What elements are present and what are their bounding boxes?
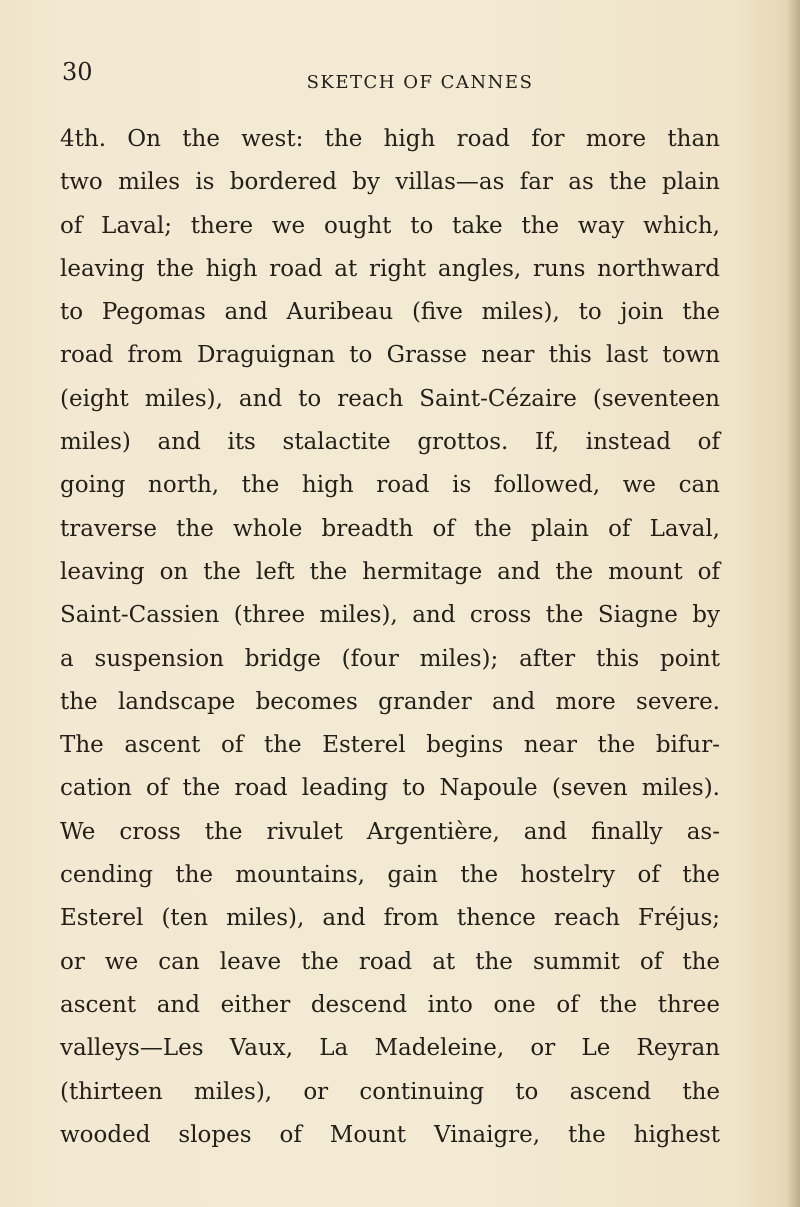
text-line: the landscape becomes grander and more severe. [60,688,720,715]
text-line: cending the mountains, gain the hostelry of the [60,862,720,889]
text-line: Esterel (ten miles), and from thence reach Fréjus; [60,905,720,932]
running-title: SKETCH OF CANNES [306,72,534,93]
text-line: valleys—Les Vaux, La Madeleine, or Le Reyran [60,1035,720,1062]
text-line: road from Draguignan to Grasse near this last town [60,342,720,369]
body-text [60,118,720,1157]
text-line: Saint-Cassien (three miles), and cross the Siagne by [60,602,720,629]
page-number: 30 [62,58,93,86]
text-line: or we can leave the road at the summit of the [60,948,720,975]
text-line: two miles is bordered by villas—as far as the plain [60,169,720,196]
text-line: ascent and either descend into one of the three [60,991,720,1018]
text-line: We cross the rivulet Argentière, and finally as- [60,818,720,845]
text-line: 4th. On the west: the high road for more than [60,126,720,152]
text-line: traverse the whole breadth of the plain of Laval, [60,515,720,542]
text-line: (eight miles), and to reach Saint-Cézaire (seventeen [60,385,720,412]
text-line: (thirteen miles), or continuing to ascend the [60,1078,720,1105]
text-line: of Laval; there we ought to take the way which, [60,212,720,239]
text-line: cation of the road leading to Napoule (seven miles). [60,775,720,802]
text-line: leaving the high road at right angles, runs northward [60,255,720,282]
text-line: wooded slopes of Mount Vinaigre, the highest [60,1121,720,1148]
text-line: The ascent of the Esterel begins near the bifur- [60,732,720,759]
text-line: leaving on the left the hermitage and the mount of [60,558,720,585]
text-line: miles) and its stalactite grottos. If, instead of [60,429,720,456]
text-line: going north, the high road is followed, we can [60,472,720,499]
text-line: a suspension bridge (four miles); after this point [60,645,720,672]
page-edge-shadow [786,0,800,1207]
text-line: to Pegomas and Auribeau (five miles), to join the [60,299,720,326]
